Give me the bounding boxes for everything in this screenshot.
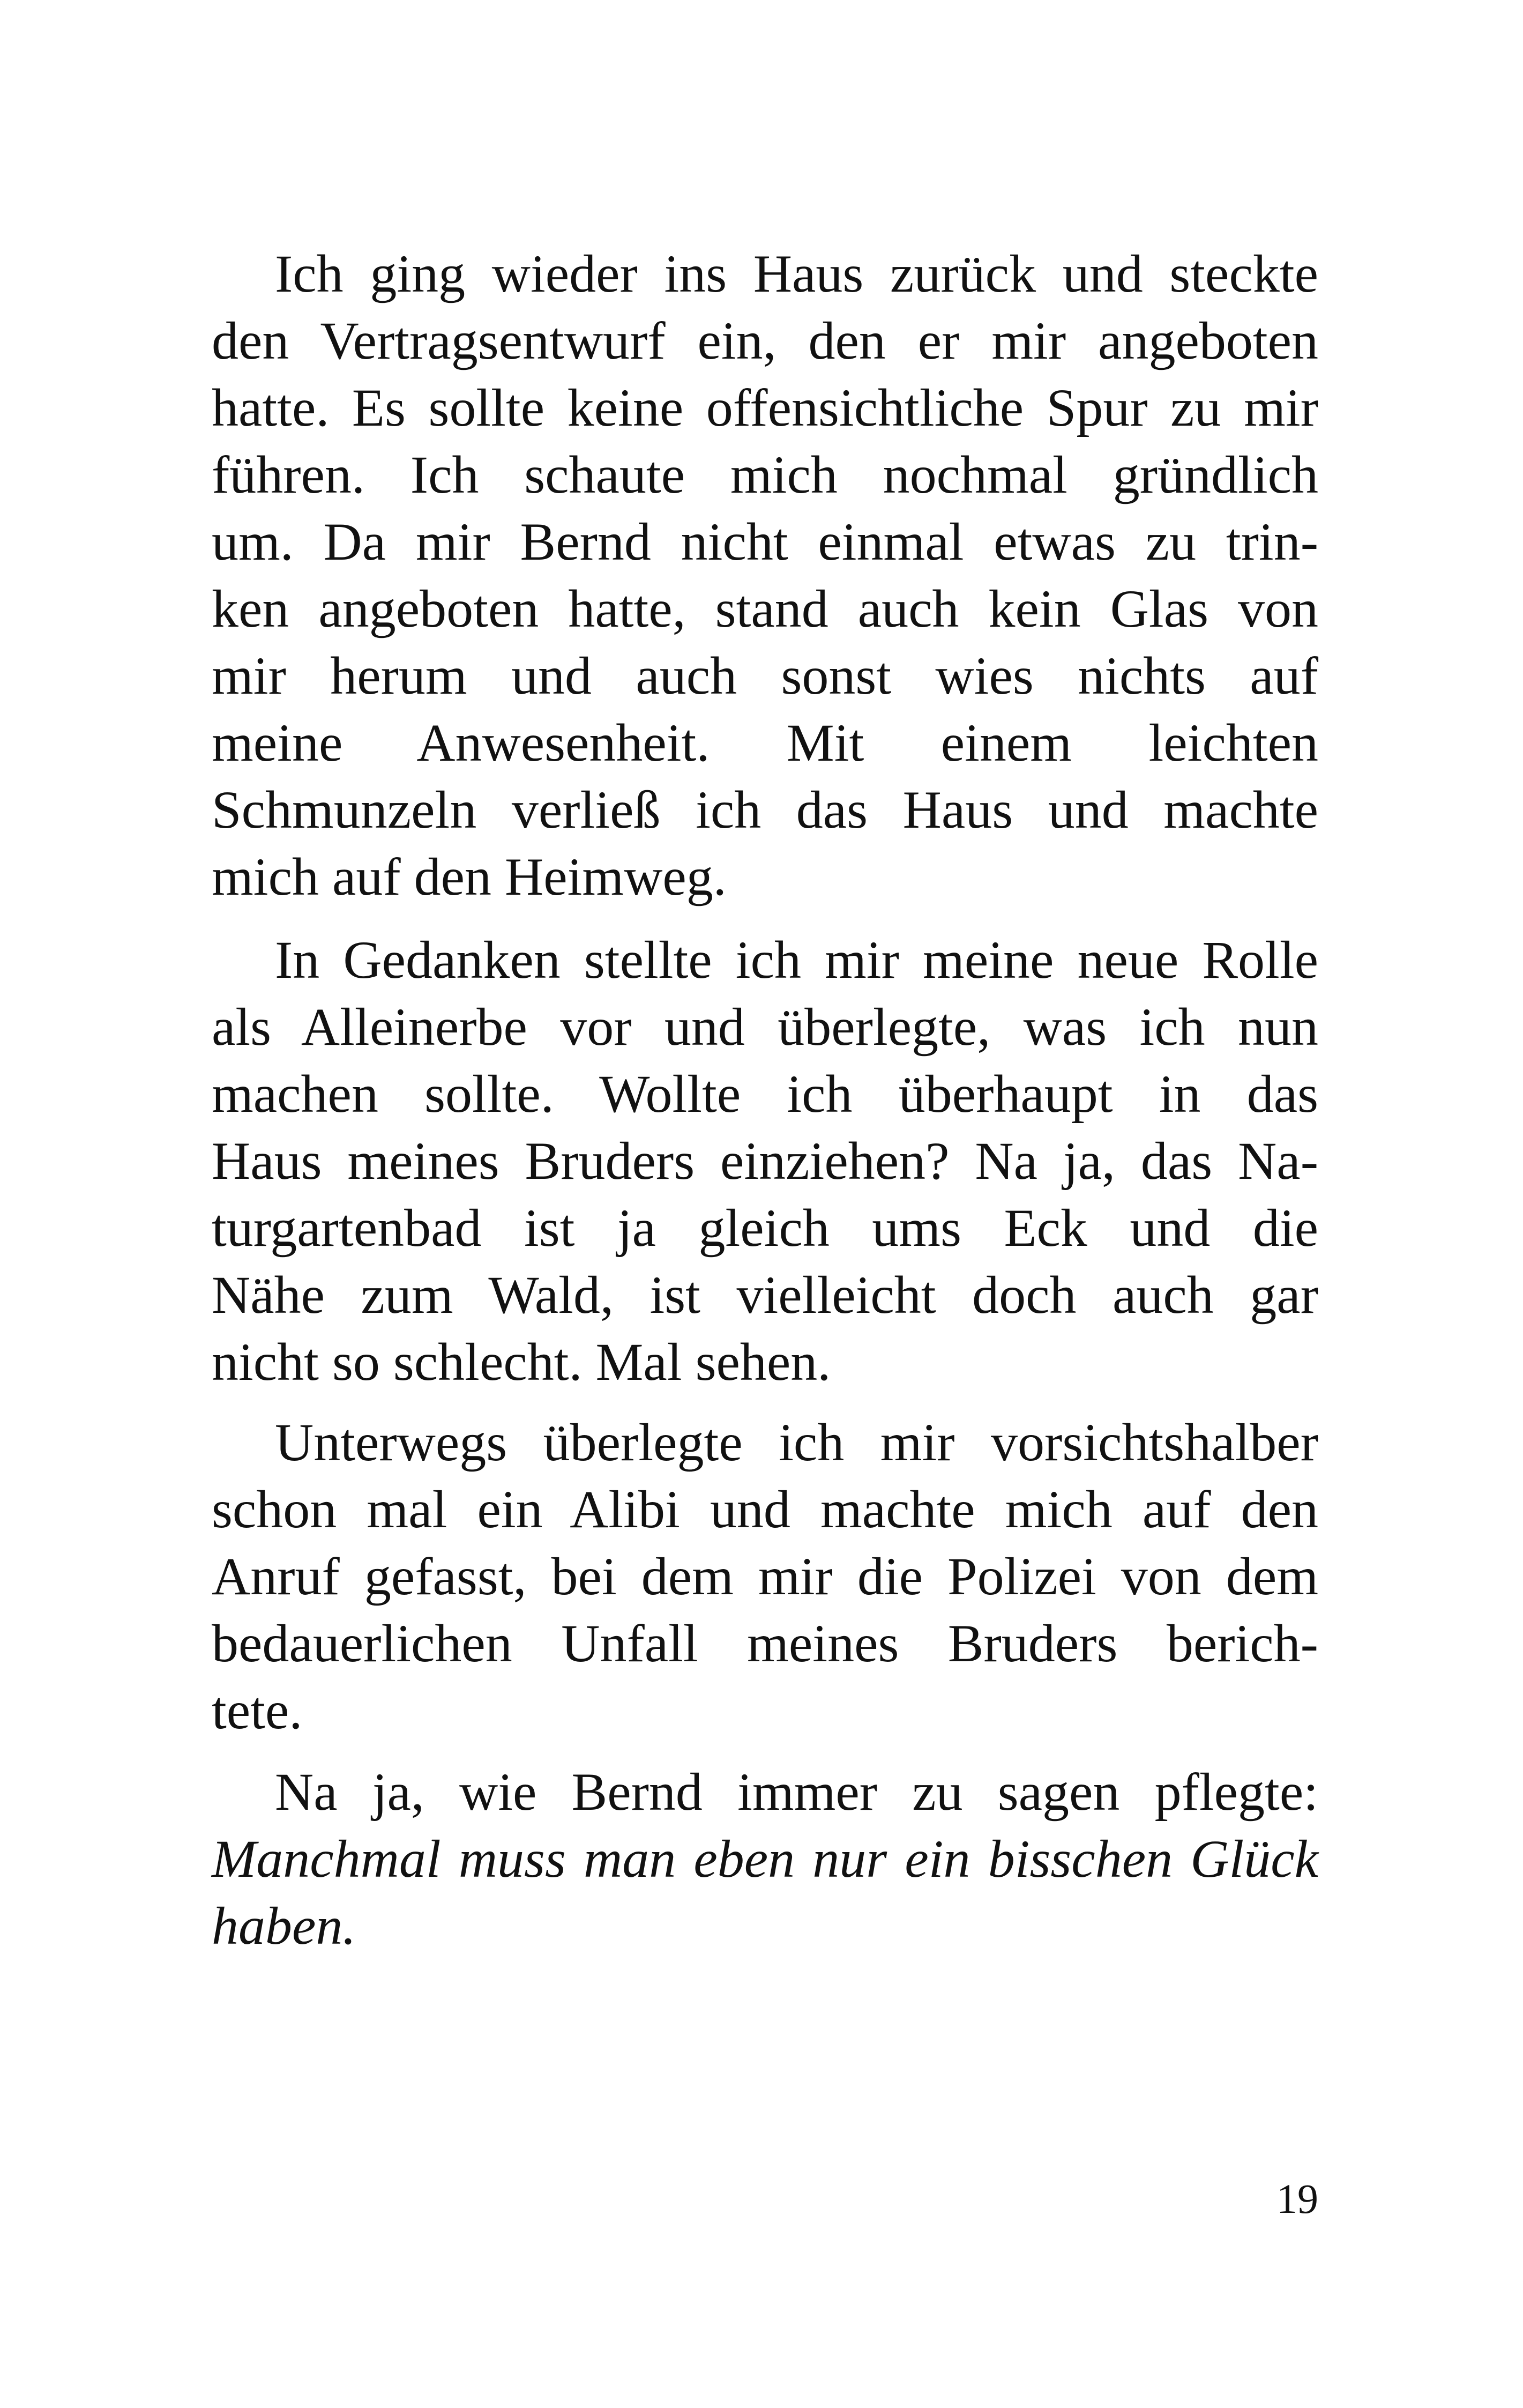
italic-text-line: Manchmal muss man eben nur ein bisschen Glück (212, 1829, 1318, 1889)
text-line: mir herum und auch sonst wies nichts auf (212, 646, 1318, 705)
text-line: tete. (212, 1681, 303, 1740)
text-line: Ich ging wieder ins Haus zurück und steckte (275, 244, 1318, 303)
text-line: Nähe zum Wald, ist vielleicht doch auch gar (212, 1265, 1318, 1325)
text-line: Haus meines Bruders einziehen? Na ja, das Na- (212, 1131, 1318, 1191)
paragraph-4 (212, 1758, 1318, 1959)
text-line: meine Anwesenheit. Mit einem leichten (212, 713, 1318, 772)
text-line: mich auf den Heimweg. (212, 847, 727, 906)
text-line: nicht so schlecht. Mal sehen. (212, 1332, 831, 1392)
paragraph-1 (212, 240, 1318, 910)
text-line: turgartenbad ist ja gleich ums Eck und die (212, 1198, 1318, 1258)
text-line: machen sollte. Wollte ich überhaupt in das (212, 1064, 1318, 1124)
text-line: ken angeboten hatte, stand auch kein Glas von (212, 579, 1318, 638)
text-line: führen. Ich schaute mich nochmal gründlich (212, 445, 1318, 504)
text-line: Anruf gefasst, bei dem mir die Polizei von dem (212, 1547, 1318, 1606)
page-number: 19 (1276, 2175, 1318, 2222)
text-line: den Vertragsentwurf ein, den er mir angeboten (212, 311, 1318, 370)
text-line: hatte. Es sollte keine offensichtliche Spur zu mir (212, 378, 1318, 437)
text-line: als Alleinerbe vor und überlegte, was ich nun (212, 997, 1318, 1057)
text-line: Na ja, wie Bernd immer zu sagen pflegte: (275, 1762, 1318, 1822)
paragraph-2 (212, 926, 1318, 1395)
italic-text-line: haben. (212, 1896, 356, 1956)
text-line: Schmunzeln verließ ich das Haus und machte (212, 780, 1318, 839)
text-line: In Gedanken stellte ich mir meine neue Rolle (275, 930, 1318, 990)
text-line: um. Da mir Bernd nicht einmal etwas zu trin- (212, 512, 1318, 571)
text-line: bedauerlichen Unfall meines Bruders berich- (212, 1614, 1318, 1673)
paragraph-3 (212, 1409, 1318, 1744)
text-line: schon mal ein Alibi und machte mich auf den (212, 1480, 1318, 1539)
text-line: Unterwegs überlegte ich mir vorsichtshalber (275, 1413, 1318, 1472)
